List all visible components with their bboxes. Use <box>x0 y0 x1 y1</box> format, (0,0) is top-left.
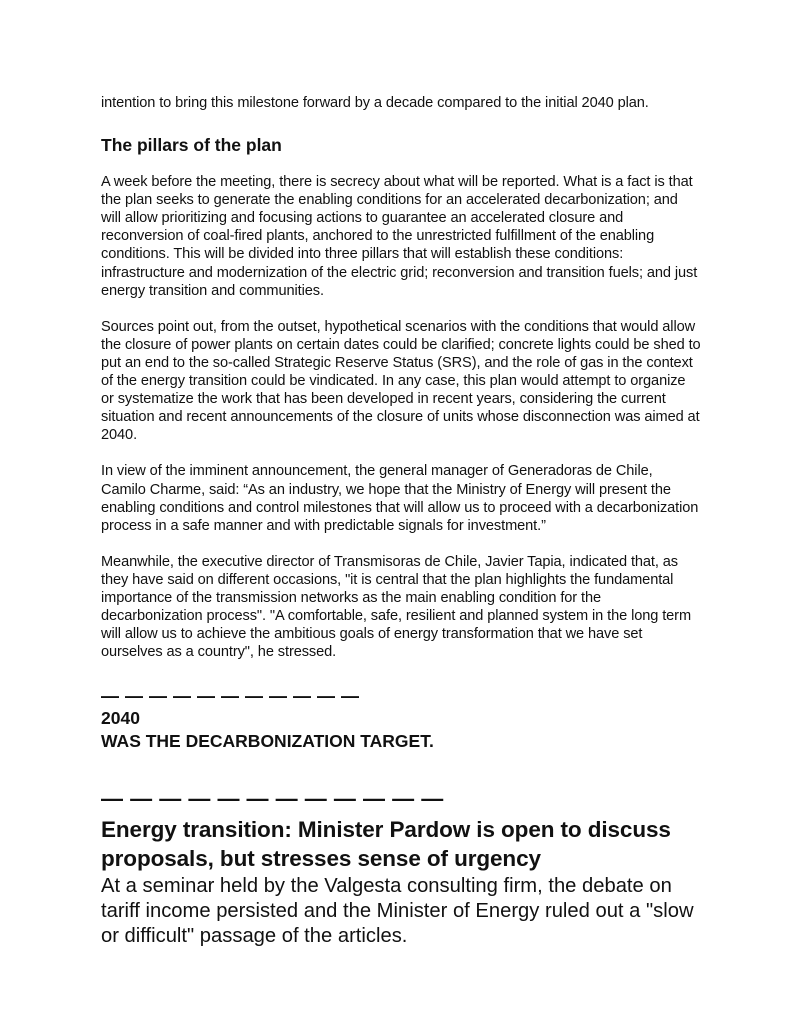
document-page <box>101 94 701 949</box>
article-lede: At a seminar held by the Valgesta consulting firm, the debate on tariff income persisted and the Minister of Energy ruled out a "slow or difficult" passage of the articles. <box>101 875 694 948</box>
article-title: Energy transition: Minister Pardow is open to discuss proposals, but stresses sense of urgency <box>101 817 671 871</box>
intro-line: intention to bring this milestone forward by a decade compared to the initial 2040 plan. <box>101 95 649 111</box>
paragraph-1: A week before the meeting, there is secrecy about what will be reported. What is a fact is that the plan seeks to generate the enabling conditions for an accelerated decarbonization; and will allow prioritizing and focusing actions to guarantee an accelerated closure and reconversion of coal-fired plants, anchored to the unrestricted fulfillment of the enabling conditions. This will be divided into three pillars that will establish these conditions: infrastructure and modernization of the electric grid; reconversion and transition fuels; and just energy transition and communities. <box>101 174 698 299</box>
divider-dashes-2: — — — — — — — — — — — — <box>101 786 444 812</box>
paragraph-4: Meanwhile, the executive director of Transmisoras de Chile, Javier Tapia, indicated that, as they have said on different occasions, "it is central that the plan highlights the fundamental importance of the transmission networks as the main enabling condition for the decarbonization process". "A comfortable, safe, resilient and planned system in the long term will allow us to achieve the ambitious goals of energy transformation that we have set ourselves as a country", he stressed. <box>101 553 691 661</box>
paragraph-3: In view of the imminent announcement, the general manager of Generadoras de Chile, Camilo Charme, said: “As an industry, we hope that the Ministry of Energy will present the enabling conditions and control milestones that will allow us to proceed with a decarbonization process in a safe manner and with predictable signals for investment.” <box>101 463 699 534</box>
pull-quote-number: 2040 <box>101 708 140 729</box>
paragraph-2: Sources point out, from the outset, hypothetical scenarios with the conditions that would allow the closure of power plants on certain dates could be clarified; concrete lights could be shed to put an end to the so-called Strategic Reserve Status (SRS), and the role of gas in the context of the energy transition could be vindicated. In any case, this plan would attempt to organize or systematize the work that has been developed in recent years, considering the current situation and recent announcements of the closure of units whose disconnection was aimed at 2040. <box>101 318 701 444</box>
divider-dashes: — — — — — — — — — — — <box>101 686 360 707</box>
section-heading: The pillars of the plan <box>101 135 282 156</box>
pull-quote-caption: WAS THE DECARBONIZATION TARGET. <box>101 731 434 752</box>
